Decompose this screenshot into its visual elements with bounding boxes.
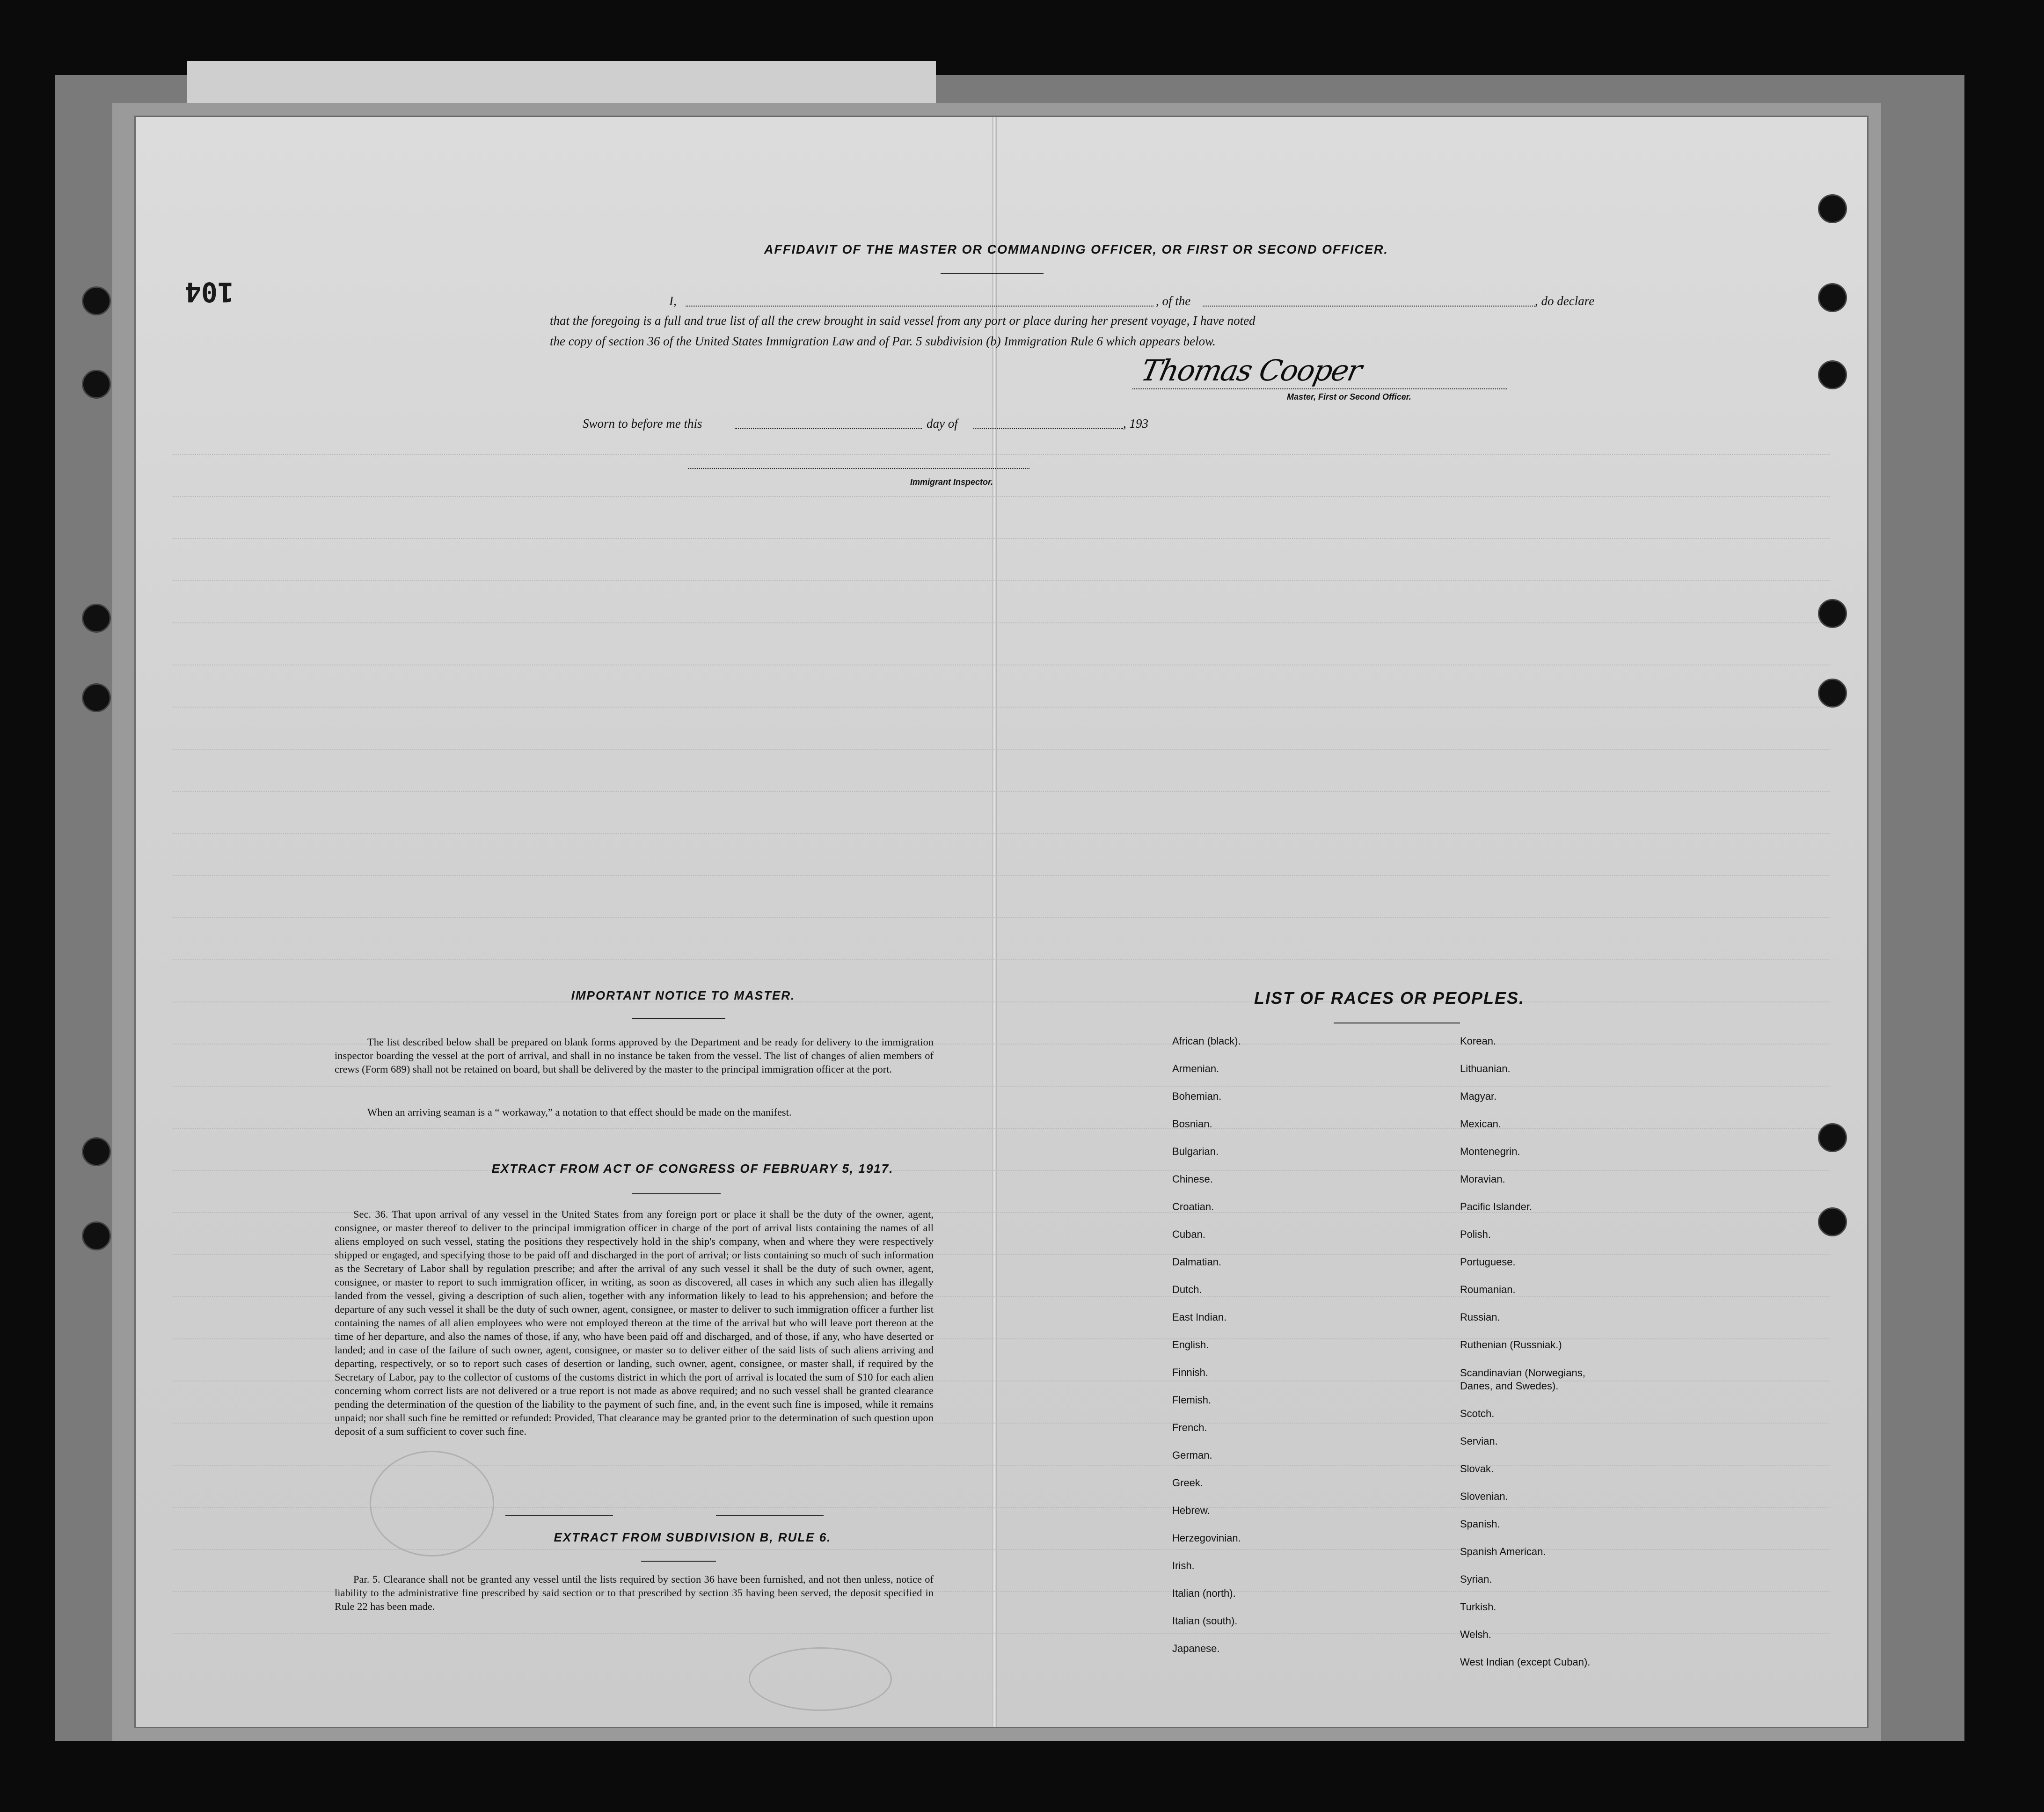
race-item: Roumanian. (1460, 1284, 1516, 1295)
race-item: Armenian. (1172, 1063, 1219, 1074)
race-item: Spanish American. (1460, 1546, 1546, 1557)
race-item: Moravian. (1460, 1173, 1505, 1185)
race-item: Pacific Islander. (1460, 1201, 1533, 1213)
rule-text: Par. 5. Clearance shall not be granted any vessel until the lists required by section 36 have been furnished, and not then unless, notice of liability to the administrative fine prescribed by said section or to that prescribed by section 35 having been served, the deposit specified in Rule 22 has been made. (335, 1573, 934, 1612)
race-item: Turkish. (1460, 1601, 1496, 1613)
race-item: Bosnian. (1172, 1118, 1212, 1130)
race-item: Finnish. (1172, 1366, 1209, 1378)
race-item: Irish. (1172, 1560, 1195, 1571)
race-item: Dutch. (1172, 1284, 1202, 1295)
notice-heading: IMPORTANT NOTICE TO MASTER. (571, 988, 796, 1002)
race-item: Italian (south). (1172, 1615, 1238, 1627)
margin-number: 104 (185, 276, 234, 308)
sworn-year: , 193 (1123, 416, 1148, 431)
race-item: Scandinavian (Norwegians, Danes, and Swedes). (1460, 1367, 1585, 1392)
race-item: Scotch. (1460, 1408, 1495, 1419)
act-heading: EXTRACT FROM ACT OF CONGRESS OF FEBRUARY 5, 1917. (491, 1162, 894, 1176)
manifest-page (136, 117, 1867, 1727)
race-item: French. (1172, 1422, 1207, 1433)
race-item: Welsh. (1460, 1629, 1491, 1640)
binder-hole (1818, 194, 1847, 223)
race-item: Korean. (1460, 1035, 1496, 1047)
affidavit-i: I, (669, 294, 677, 308)
race-item: Slovak. (1460, 1463, 1494, 1475)
master-caption: Master, First or Second Officer. (1287, 392, 1411, 402)
master-signature: Thomas Cooper (1138, 353, 1365, 387)
affidavit-line-3: the copy of section 36 of the United States Immigration Law and of Par. 5 subdivision (b) Immigration Rule 6 which appears below. (550, 334, 1216, 348)
page-fold (992, 117, 997, 1727)
notice-paragraph-1: The list described below shall be prepared on blank forms approved by the Department and be ready for delivery to the immigration inspector boarding the vessel at the port of arrival, and shall in no instance be taken from the vessel. The list of changes of alien members of crews (Form 689) shall not be retained on board, but shall be delivered by the master to the principal immigration officer at the port. (335, 1036, 934, 1075)
race-item: West Indian (except Cuban). (1460, 1656, 1591, 1668)
race-item: English. (1172, 1339, 1209, 1351)
binder-hole (82, 604, 111, 633)
binder-hole (82, 286, 111, 315)
binder-hole (1818, 599, 1847, 628)
binder-hole (82, 683, 111, 712)
race-item: Italian (north). (1172, 1587, 1236, 1599)
race-item: Hebrew. (1172, 1505, 1210, 1516)
binder-hole (1818, 360, 1847, 389)
race-item: German. (1172, 1449, 1212, 1461)
affidavit-line-2: that the foregoing is a full and true list of all the crew brought in said vessel from any port or place during her present voyage, I have noted (550, 314, 1256, 328)
act-text: Sec. 36. That upon arrival of any vessel in the United States from any foreign port or place it shall be the duty of the owner, agent, consignee, or master thereof to deliver to the principal immigration officer in charge of the port of arrival lists containing the names of all aliens employed on such vessel, stating the positions they respectively hold in the ship's company, when and where they were respectively shipped or engaged, and specifying those to be paid off and discharged in the port of arrival; or lists containing so much of such information as the Secretary of Labor shall by regulation prescribe; and after the arrival of any such vessel it shall be the duty of such owner, agent, consignee, or master to report to such immigration officer, in writing, as soon as discovered, all cases in which any such alien has illegally landed from the vessel, giving a description of such alien, together with any information likely to lead to his apprehension; and before the departure of any such vessel it shall be the duty of such owner, agent, consignee, or master to deliver to such immigration officer a further list containing the names of all alien employees who were not employed thereon at the time of the arrival but who will leave port thereon at the time of her departure, and also the names of those, if any, who have been paid off and discharged, and of those, if any, who have deserted or landed; and in case of the failure of such owner, agent, consignee, or master so to deliver either of the said lists of such aliens arriving and departing, respectively, or so to report such cases of desertion or landing, such owner, agent, consignee, or master shall, if required by the Secretary of Labor, pay to the collector of customs of the customs district in which the port of arrival is located the sum of $10 for each alien concerning whom correct lists are not delivered or a true report is not made as above required; and no such vessel shall be granted clearance pending the determination of the question of the liability to the payment of such fine, and, in the event such fine is imposed, while it remains unpaid; nor shall such fine be remitted or refunded: Provided, That clearance may be granted prior to the determination of such question upon deposit of a sum sufficient to cover such fine. (335, 1208, 934, 1437)
race-item: Bulgarian. (1172, 1146, 1219, 1157)
race-item: Polish. (1460, 1228, 1491, 1240)
notice-paragraph-2: When an arriving seaman is a “ workaway,” a notation to that effect should be made on the manifest. (367, 1106, 792, 1118)
sworn-prefix: Sworn to before me this (583, 416, 702, 431)
race-item: Dalmatian. (1172, 1256, 1222, 1268)
affidavit-heading: AFFIDAVIT OF THE MASTER OR COMMANDING OFFICER, OR FIRST OR SECOND OFFICER. (764, 242, 1388, 256)
race-item: Cuban. (1172, 1228, 1205, 1240)
binder-hole (1818, 679, 1847, 708)
race-item: Portuguese. (1460, 1256, 1516, 1268)
binder-hole (1818, 1123, 1847, 1152)
race-item: Magyar. (1460, 1090, 1497, 1102)
race-item: Greek. (1172, 1477, 1204, 1489)
races-heading: LIST OF RACES OR PEOPLES. (1254, 988, 1525, 1008)
race-item: Bohemian. (1172, 1090, 1222, 1102)
race-item: East Indian. (1172, 1311, 1227, 1323)
race-item: Herzegovinian. (1172, 1532, 1241, 1544)
affidavit-of-the: , of the (1156, 294, 1191, 308)
race-item: Croatian. (1172, 1201, 1214, 1213)
sworn-day: day of (927, 416, 958, 431)
race-item: Russian. (1460, 1311, 1500, 1323)
binder-hole (1818, 283, 1847, 312)
faint-stamp (749, 1647, 892, 1711)
race-item: Lithuanian. (1460, 1063, 1511, 1074)
rule-heading: EXTRACT FROM SUBDIVISION B, RULE 6. (554, 1530, 832, 1544)
inspector-caption: Immigrant Inspector. (910, 477, 993, 487)
race-item: Slovenian. (1460, 1491, 1508, 1502)
race-item: Ruthenian (Russniak.) (1460, 1339, 1562, 1351)
affidavit-declare: , do declare (1535, 294, 1595, 308)
faint-stamp (370, 1451, 494, 1556)
race-item: Flemish. (1172, 1394, 1212, 1406)
race-item: Spanish. (1460, 1518, 1500, 1530)
race-item: Japanese. (1172, 1643, 1220, 1654)
race-item: Montenegrin. (1460, 1146, 1520, 1157)
binder-hole (82, 370, 111, 399)
race-item: Syrian. (1460, 1573, 1492, 1585)
binder-hole (1818, 1207, 1847, 1236)
race-item: Chinese. (1172, 1173, 1213, 1185)
top-sheet-edge (187, 61, 936, 103)
race-item: African (black). (1172, 1035, 1241, 1047)
binder-hole (82, 1137, 111, 1166)
race-item: Servian. (1460, 1435, 1498, 1447)
race-item: Mexican. (1460, 1118, 1502, 1130)
binder-hole (82, 1221, 111, 1250)
